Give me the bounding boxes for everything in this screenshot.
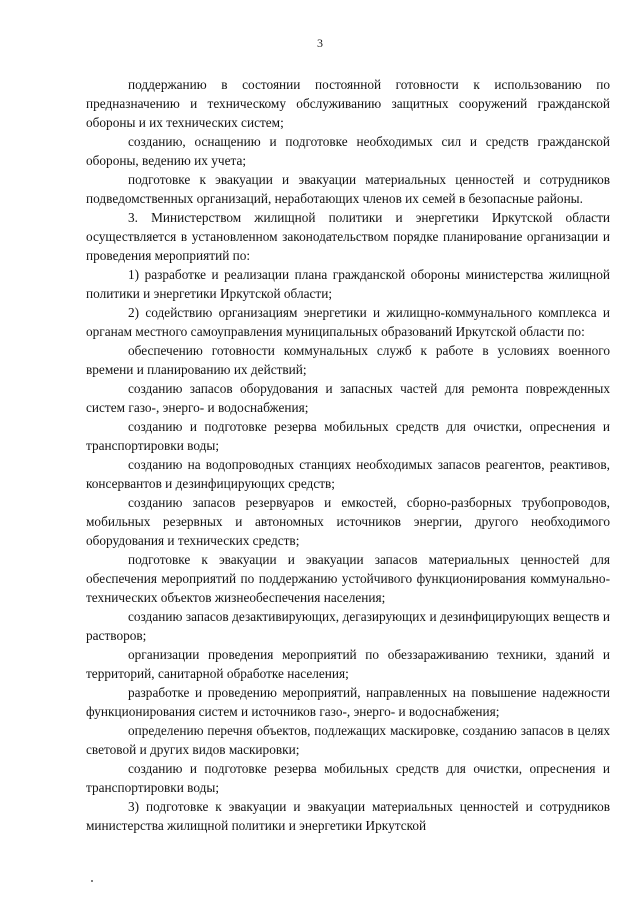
paragraph: разработке и проведению мероприятий, направленных на повышение надежности функционирования систем и источников газо-, энерго- и водоснабжения; [86, 685, 610, 719]
paragraph: созданию запасов резервуаров и емкостей, сборно-разборных трубопроводов, мобильных резервных и автономных источников энергии, другого необходимого оборудования и технических средств; [86, 495, 610, 548]
paragraph: подготовке к эвакуации и эвакуации запасов материальных ценностей для обеспечения мероприятий по поддержанию устойчивого функционирования коммунально-технических объектов жизнеобеспечения населения; [86, 552, 610, 605]
paragraph: созданию на водопроводных станциях необходимых запасов реагентов, реактивов, консервантов и дезинфицирующих средств; [86, 457, 610, 491]
paragraph: созданию запасов дезактивирующих, дегазирующих и дезинфицирующих веществ и растворов; [86, 609, 610, 643]
paragraph: организации проведения мероприятий по обеззараживанию техники, зданий и территорий, санитарной обработке населения; [86, 647, 610, 681]
document-body [86, 75, 610, 835]
paragraph: определению перечня объектов, подлежащих маскировке, созданию запасов в целях световой и других видов маскировки; [86, 723, 610, 757]
paragraph: подготовке к эвакуации и эвакуации материальных ценностей и сотрудников подведомственных организаций, неработающих членов их семей в безопасные районы. [86, 172, 610, 206]
paragraph: созданию, оснащению и подготовке необходимых сил и средств гражданской обороны, ведению их учета; [86, 134, 610, 168]
paragraph: 2) содействию организациям энергетики и жилищно-коммунального комплекса и органам местного самоуправления муниципальных образований Иркутской области по: [86, 305, 610, 339]
page-number: 3 [317, 36, 323, 50]
paragraph: поддержанию в состоянии постоянной готовности к использованию по предназначению и техническому обслуживанию защитных сооружений гражданской обороны и их технических систем; [86, 77, 610, 130]
paragraph: созданию и подготовке резерва мобильных средств для очистки, опреснения и транспортировки воды; [86, 761, 610, 795]
paragraph: созданию и подготовке резерва мобильных средств для очистки, опреснения и транспортировки воды; [86, 419, 610, 453]
paragraph: 3) подготовке к эвакуации и эвакуации материальных ценностей и сотрудников министерства жилищной политики и энергетики Иркутской [86, 799, 610, 833]
scan-speck [91, 880, 93, 882]
paragraph: 1) разработке и реализации плана гражданской обороны министерства жилищной политики и энергетики Иркутской области; [86, 267, 610, 301]
paragraph: 3. Министерством жилищной политики и энергетики Иркутской области осуществляется в установленном законодательством порядке планирование организации и проведения мероприятий по: [86, 210, 610, 263]
paragraph: созданию запасов оборудования и запасных частей для ремонта поврежденных систем газо-, энерго- и водоснабжения; [86, 381, 610, 415]
paragraph: обеспечению готовности коммунальных служб к работе в условиях военного времени и планированию их действий; [86, 343, 610, 377]
